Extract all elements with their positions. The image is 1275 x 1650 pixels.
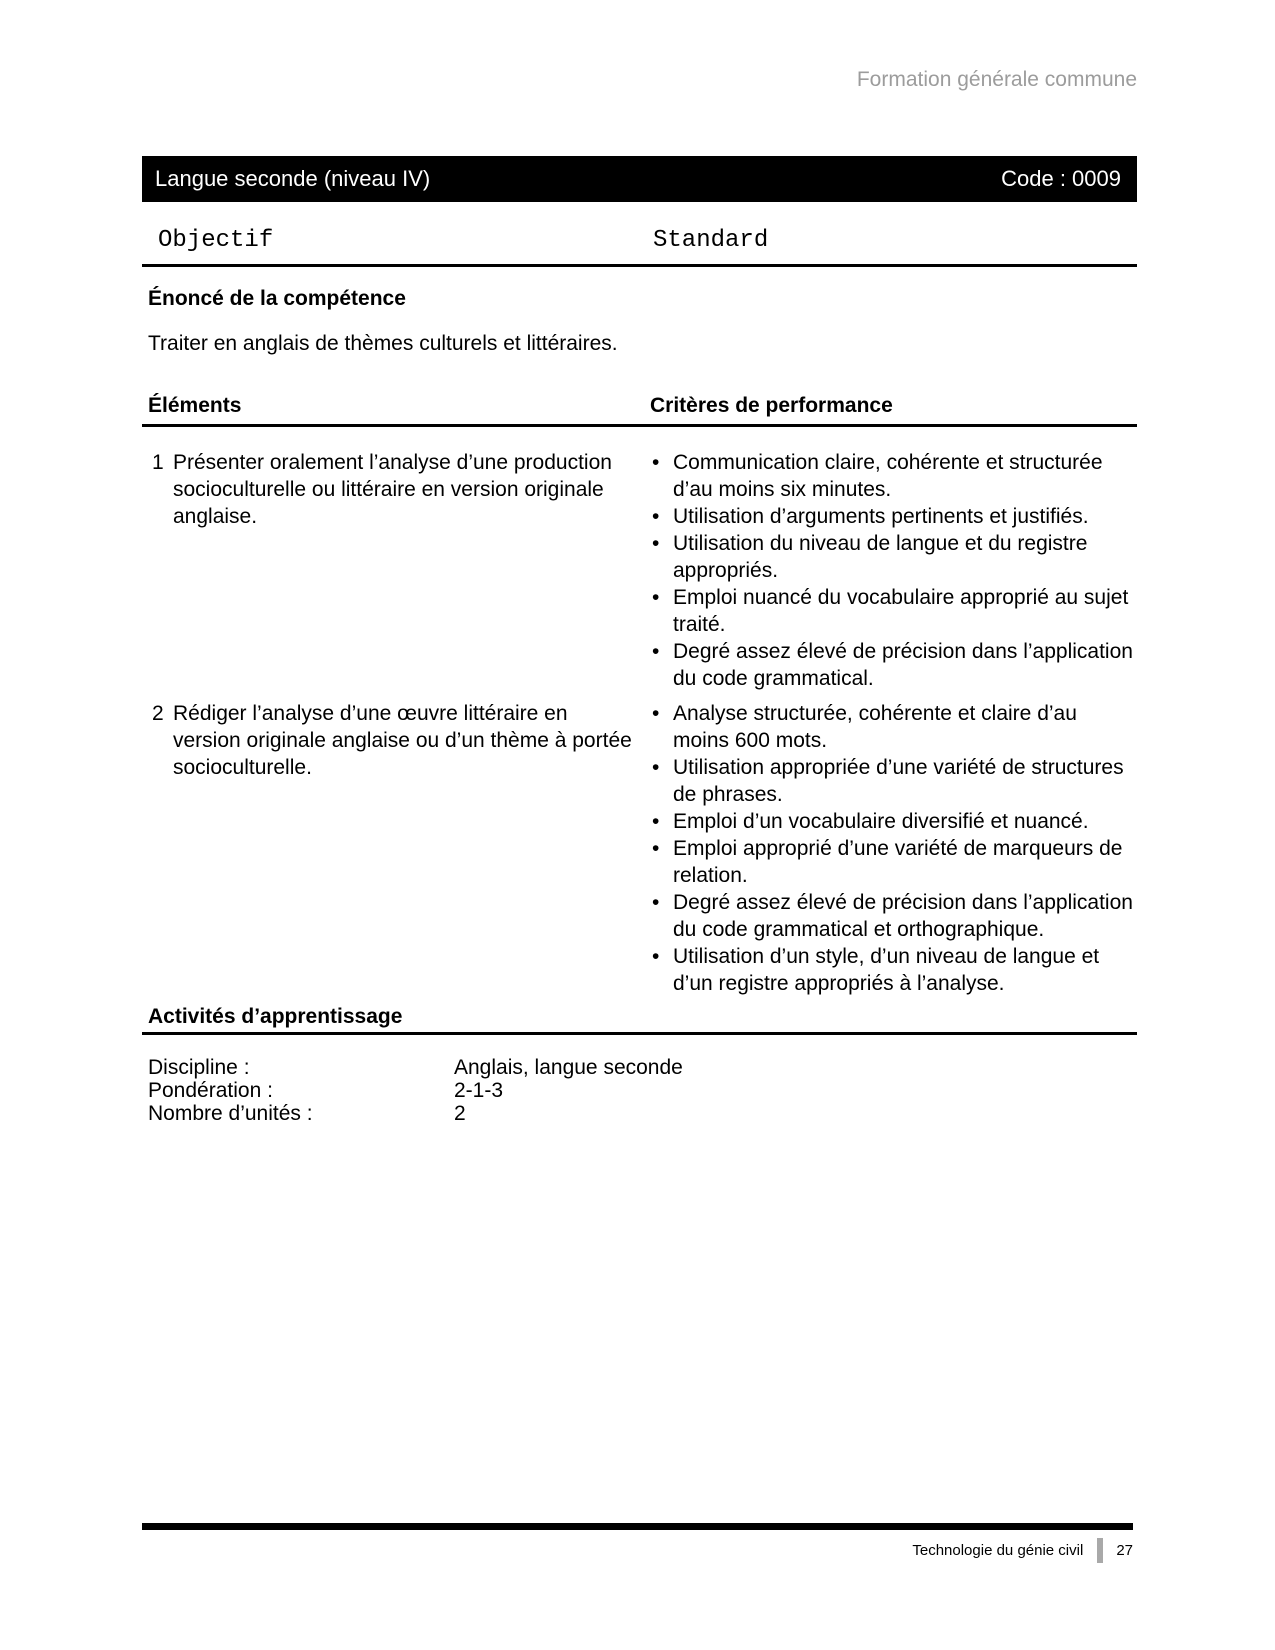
element-text: Rédiger l’analyse d’une œuvre littéraire en version originale anglaise ou d’un thème à portée socioculturelle. <box>173 702 632 779</box>
footer-program-name: Technologie du génie civil <box>912 1542 1084 1559</box>
criteria-item: • Emploi d’un vocabulaire diversifié et nuancé. <box>650 808 1137 835</box>
page-footer <box>142 1538 1133 1563</box>
spec-label: Discipline : <box>148 1056 250 1079</box>
criteria-item: • Utilisation appropriée d’une variété de structures de phrases. <box>650 754 1137 808</box>
spec-value: 2-1-3 <box>454 1079 504 1102</box>
element-number: 2 <box>152 702 164 725</box>
criteria-list <box>650 449 1137 692</box>
spec-value: 2 <box>454 1102 466 1125</box>
criteria-item: • Analyse structurée, cohérente et claire d’au moins 600 mots. <box>650 700 1137 754</box>
criteria-item: • Utilisation du niveau de langue et du registre appropriés. <box>650 530 1137 584</box>
criteres-column-header: Critères de performance <box>650 394 893 417</box>
element-number: 1 <box>152 451 164 474</box>
spec-value: Anglais, langue seconde <box>454 1056 683 1079</box>
course-title-bar <box>142 156 1137 202</box>
criteria-item: • Utilisation d’arguments pertinents et justifiés. <box>650 503 1137 530</box>
course-title: Langue seconde (niveau IV) <box>155 166 431 191</box>
footer-bar <box>142 1523 1133 1530</box>
element-text: Présenter oralement l’analyse d’une production socioculturelle ou littéraire en version originale anglaise. <box>173 451 612 528</box>
spec-label: Nombre d’unités : <box>148 1102 313 1125</box>
spec-row-ponderation <box>148 1079 683 1102</box>
criteria-list <box>650 700 1137 997</box>
criteria-item: • Emploi approprié d’une variété de marqueurs de relation. <box>650 835 1137 889</box>
enonce-text: Traiter en anglais de thèmes culturels et littéraires. <box>148 332 618 355</box>
spec-row-unites <box>148 1102 683 1125</box>
footer-page-number: 27 <box>1116 1542 1133 1559</box>
criteria-item: • Degré assez élevé de précision dans l’application du code grammatical et orthographique. <box>650 889 1137 943</box>
spec-label: Pondération : <box>148 1079 273 1102</box>
divider-activites <box>142 1032 1137 1035</box>
criteria-item: • Degré assez élevé de précision dans l’application du code grammatical. <box>650 638 1137 692</box>
enonce-heading: Énoncé de la compétence <box>148 287 406 310</box>
running-header: Formation générale commune <box>856 68 1137 91</box>
objectif-label: Objectif <box>158 227 274 254</box>
elements-column-header: Éléments <box>148 394 242 417</box>
footer-divider <box>1097 1538 1103 1563</box>
divider-elements <box>142 424 1137 427</box>
standard-label: Standard <box>653 227 769 254</box>
course-spec-table <box>148 1056 683 1125</box>
objectif-standard-row <box>142 227 1137 259</box>
activites-heading: Activités d’apprentissage <box>148 1005 403 1028</box>
course-code: Code : 0009 <box>1001 166 1121 191</box>
criteria-item: • Communication claire, cohérente et structurée d’au moins six minutes. <box>650 449 1137 503</box>
divider-objectif <box>142 264 1137 267</box>
criteria-item: • Utilisation d’un style, d’un niveau de langue et d’un registre appropriés à l’analyse. <box>650 943 1137 997</box>
spec-row-discipline <box>148 1056 683 1079</box>
criteria-item: • Emploi nuancé du vocabulaire approprié au sujet traité. <box>650 584 1137 638</box>
